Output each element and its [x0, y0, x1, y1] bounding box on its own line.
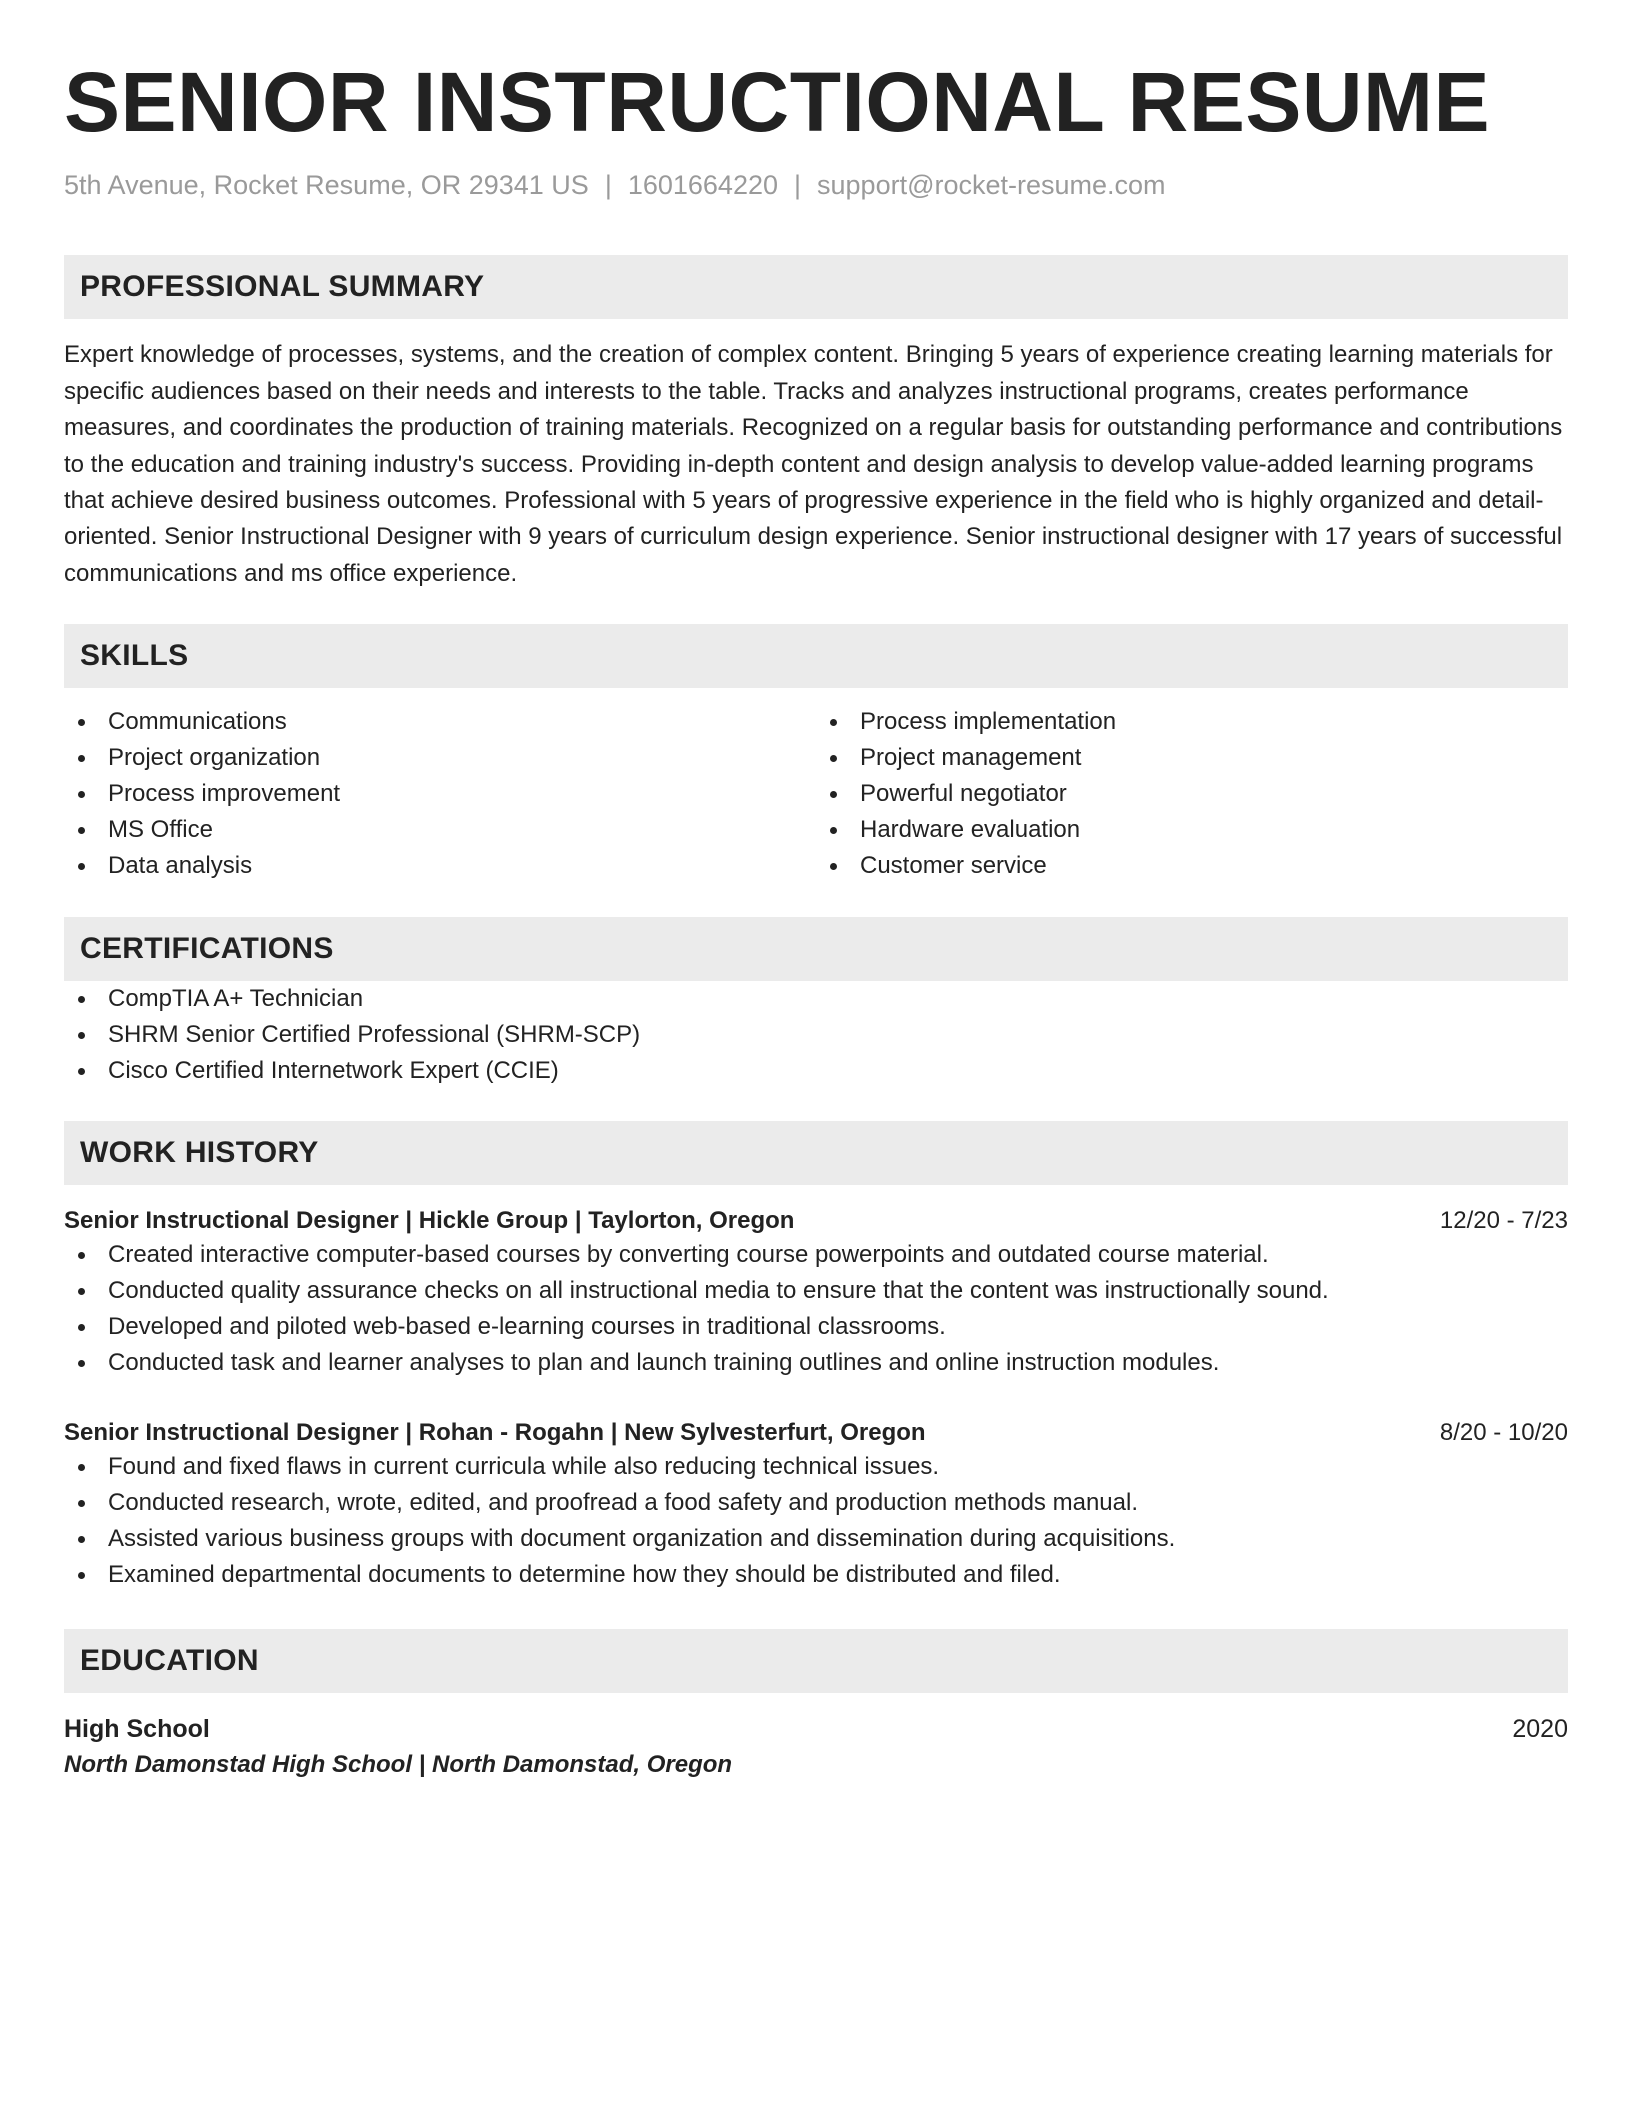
contact-separator: |	[794, 170, 802, 201]
skill-item: Project management	[816, 740, 1568, 776]
job-bullet: Assisted various business groups with document organization and dissemination during acquisitions.	[64, 1521, 1568, 1557]
contact-line	[64, 170, 1568, 201]
skill-item: Project organization	[64, 740, 816, 776]
job-bullet: Examined departmental documents to determine how they should be distributed and filed.	[64, 1557, 1568, 1593]
contact-phone: 1601664220	[627, 170, 778, 201]
skills-list-right	[816, 704, 1568, 884]
section-header-certifications: CERTIFICATIONS	[64, 917, 1568, 981]
job-dates: 8/20 - 10/20	[1439, 1419, 1568, 1447]
certification-item: SHRM Senior Certified Professional (SHRM-SCP)	[64, 1017, 1568, 1053]
job-bullet: Found and fixed flaws in current curricula while also reducing technical issues.	[64, 1449, 1568, 1485]
job-header	[64, 1205, 1568, 1237]
job-bullet: Conducted task and learner analyses to plan and launch training outlines and online instruction modules.	[64, 1345, 1568, 1381]
job-bullet: Conducted research, wrote, edited, and proofread a food safety and production methods manual.	[64, 1485, 1568, 1521]
skill-item: Hardware evaluation	[816, 812, 1568, 848]
job-header	[64, 1417, 1568, 1449]
contact-separator: |	[604, 170, 612, 201]
job-bullet: Developed and piloted web-based e-learning courses in traditional classrooms.	[64, 1309, 1568, 1345]
contact-address: 5th Avenue, Rocket Resume, OR 29341 US	[64, 170, 589, 201]
skills-grid	[64, 704, 1568, 884]
skill-item: Process improvement	[64, 776, 816, 812]
job-entry	[64, 1205, 1568, 1381]
job-bullets	[64, 1237, 1568, 1381]
certification-item: Cisco Certified Internetwork Expert (CCIE)	[64, 1053, 1568, 1089]
education-school: North Damonstad High School | North Damonstad, Oregon	[64, 1751, 733, 1779]
job-dates: 12/20 - 7/23	[1439, 1207, 1568, 1235]
job-entry	[64, 1417, 1568, 1593]
contact-email: support@rocket-resume.com	[817, 170, 1166, 201]
summary-text: Expert knowledge of processes, systems, and the creation of complex content. Bringing 5 years of experience creating learning materials for specific audiences based on their needs and interests to the table. Tracks and analyzes instructional programs, creates performance measures, and coordinates the production of training materials. Recognized on a regular basis for outstanding performance and contributions to the education and training industry's success. Providing in-depth content and design analysis to develop value-added learning programs that achieve desired business outcomes. Professional with 5 years of progressive experience in the field who is highly organized and detail-oriented. Senior Instructional Designer with 9 years of curriculum design experience. Senior instructional designer with 17 years of successful communications and ms office experience.	[64, 341, 1563, 587]
job-title: Senior Instructional Designer | Rohan - Rogahn | New Sylvesterfurt, Oregon	[64, 1419, 926, 1447]
skill-item: MS Office	[64, 812, 816, 848]
education-year: 2020	[1512, 1715, 1568, 1744]
job-bullet: Created interactive computer-based courses by converting course powerpoints and outdated course material.	[64, 1237, 1568, 1273]
skill-item: Data analysis	[64, 848, 816, 884]
education-header	[64, 1711, 1568, 1747]
education-degree: High School	[64, 1715, 210, 1744]
skill-item: Customer service	[816, 848, 1568, 884]
job-title: Senior Instructional Designer | Hickle Group | Taylorton, Oregon	[64, 1207, 795, 1235]
section-header-summary: PROFESSIONAL SUMMARY	[64, 255, 1568, 319]
skill-item: Powerful negotiator	[816, 776, 1568, 812]
education-entry	[64, 1711, 1568, 1783]
section-header-skills: SKILLS	[64, 624, 1568, 688]
skills-column-right	[816, 704, 1568, 884]
job-bullets	[64, 1449, 1568, 1593]
skills-column-left	[64, 704, 816, 884]
certification-item: CompTIA A+ Technician	[64, 981, 1568, 1017]
certifications-list	[64, 981, 1568, 1089]
skill-item: Communications	[64, 704, 816, 740]
resume-name: SENIOR INSTRUCTIONAL RESUME	[64, 55, 1491, 149]
section-header-education: EDUCATION	[64, 1629, 1568, 1693]
skills-list-left	[64, 704, 816, 884]
skill-item: Process implementation	[816, 704, 1568, 740]
job-bullet: Conducted quality assurance checks on all instructional media to ensure that the content was instructionally sound.	[64, 1273, 1568, 1309]
section-header-work-history: WORK HISTORY	[64, 1121, 1568, 1185]
